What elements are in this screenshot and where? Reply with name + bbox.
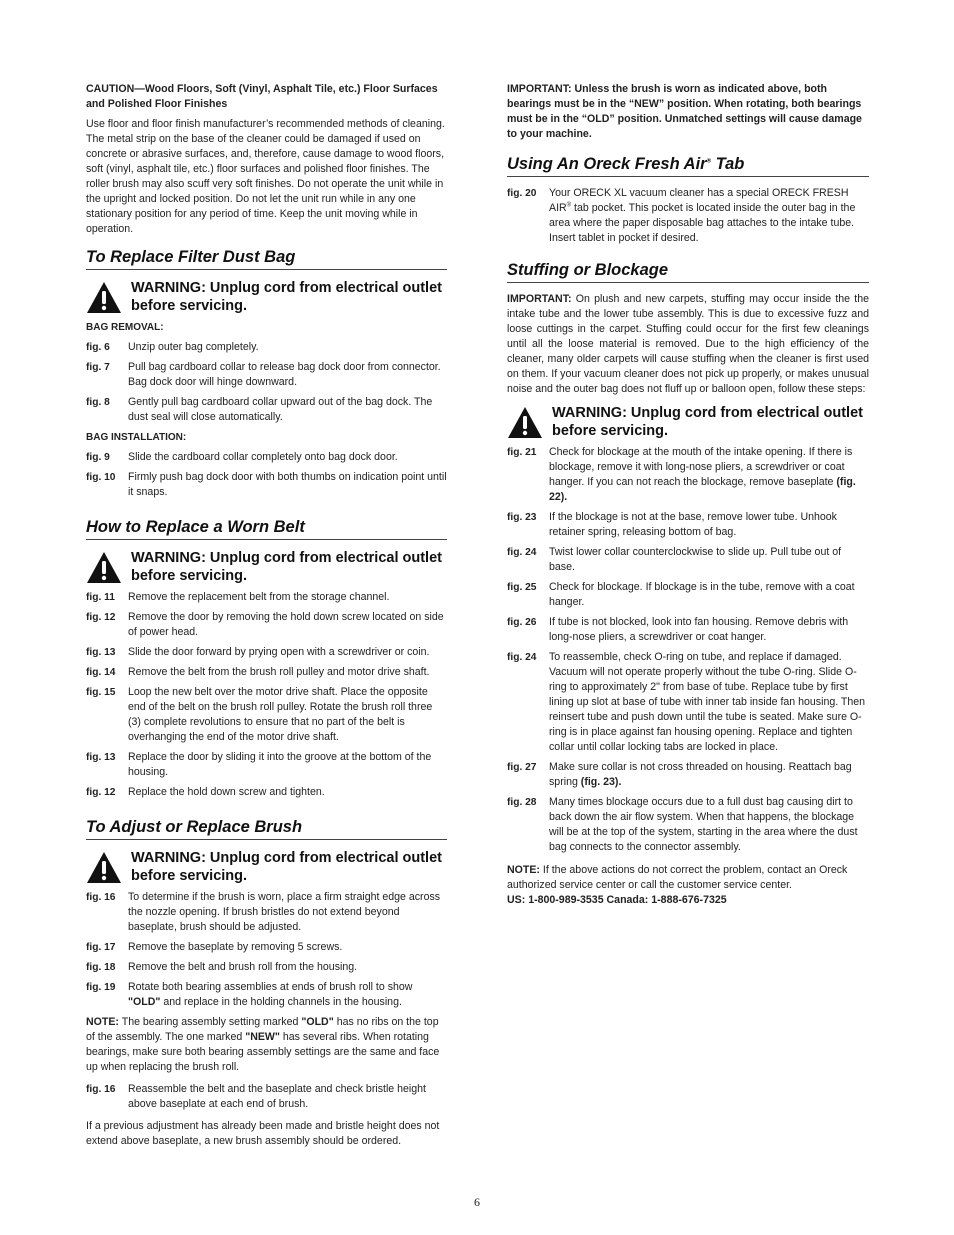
fig-label: fig. 6: [86, 342, 110, 353]
warning-text: WARNING: Unplug cord from electrical outlet before servicing.: [131, 280, 442, 314]
fig-label: fig. 23: [507, 512, 537, 523]
fig-text: Rotate both bearing assemblies at ends of brush roll to show "OLD" and replace in the holding channels in the housing.: [128, 981, 413, 1008]
fig-step: [86, 665, 447, 680]
fig-text: Many times blockage occurs due to a full dust bag causing dirt to back down the air flow system. When that happens, the blockage will be at the top of the system, starting in the area where the dust bag connects to the connector assembly.: [549, 796, 858, 853]
fig-label: fig. 11: [86, 592, 115, 603]
fig-label: fig. 17: [86, 942, 116, 953]
fig-step: [507, 580, 869, 610]
stuffing-important: IMPORTANT: On plush and new carpets, stuffing may occur inside the the intake tube and the lower tube assembly. This is due to excessive fuzz and loose cuttings in the carpet. Stuffing could occur for the first few cleanings until all the loose material is removed. Due to the high efficiency of the cleaner, many older carpets will cause stuffing when the cleaner is first used on them. If your vacuum cleaner does not pick up properly, or makes unusual noise and the outer bag does not fluff up or balloon open, follow these steps:: [507, 293, 869, 395]
fig-label: fig. 12: [86, 787, 116, 798]
fig-text: Remove the replacement belt from the storage channel.: [128, 591, 390, 603]
fig-step: [507, 795, 869, 855]
fig-text: Loop the new belt over the motor drive shaft. Place the opposite end of the belt on the brush roll pulley. Rotate the brush roll three (3) complete revolutions to ensure that no part of the belt is overhanging the end of the motor drive shaft.: [128, 686, 433, 743]
fig-text: Your ORECK XL vacuum cleaner has a special ORECK FRESH AIR® tab pocket. This pocket is located inside the outer bag in the area where the paper disposable bag attaches to the intake tube. Insert tablet in pocket if desired.: [549, 187, 856, 244]
fig-label: fig. 19: [86, 982, 116, 993]
fig-label: fig. 13: [86, 752, 116, 763]
fig-step: [86, 340, 447, 355]
fig-text: Remove the door by removing the hold down screw located on side of power head.: [128, 611, 444, 638]
fig-text: Gently pull bag cardboard collar upward out of the bag dock. The dust seal will close automatically.: [128, 396, 433, 423]
bag-installation-label: BAG INSTALLATION:: [86, 432, 187, 443]
caution-text: Use floor and floor finish manufacturer’s recommended methods of cleaning. The metal strip on the base of the cleaner could be damaged if used on concrete or abrasive surfaces, and, therefore, cause damage to wood floors, soft (vinyl, asphalt tile, etc.) floor surfaces and polished floor finishes. The roller brush may also scuff very soft finishes. Do not operate the unit while in the upright and locked position. Do not let the unit run while in any one stationary position for any period of time. Keep the unit moving while in operation.: [86, 118, 445, 235]
fig-text: Replace the door by sliding it into the groove at the bottom of the housing.: [128, 751, 432, 778]
warning-icon: [507, 406, 543, 439]
fig-label: fig. 13: [86, 647, 116, 658]
fig-step: [86, 395, 447, 425]
page-number: 6: [474, 1195, 480, 1209]
warning-text: WARNING: Unplug cord from electrical outlet before servicing.: [131, 850, 442, 884]
fig-label: fig. 9: [86, 452, 110, 463]
bag-removal-steps: [86, 340, 447, 425]
fig-text: Slide the door forward by prying open with a screwdriver or coin.: [128, 646, 430, 658]
section-heading-stuffing: Stuffing or Blockage: [507, 260, 869, 283]
fig-step: [86, 960, 447, 975]
fig-label: fig. 24: [507, 652, 537, 663]
section-heading-filter: To Replace Filter Dust Bag: [86, 247, 447, 270]
fig-step: [507, 760, 869, 790]
fig-step: [86, 1082, 447, 1112]
fig-step: [86, 360, 447, 390]
fig-label: fig. 26: [507, 617, 537, 628]
fig-label: fig. 24: [507, 547, 537, 558]
fig-step: [507, 445, 869, 505]
warning-box: [86, 279, 447, 315]
fig-label: fig. 27: [507, 762, 537, 773]
left-column: [86, 82, 447, 1156]
service-note: NOTE: If the above actions do not correct the problem, contact an Oreck authorized service center or call the customer service center.: [507, 864, 848, 891]
fig-text: Remove the baseplate by removing 5 screws.: [128, 941, 343, 953]
warning-icon: [86, 851, 122, 884]
fig-text: Unzip outer bag completely.: [128, 341, 259, 353]
warning-box: [86, 549, 447, 585]
fig-step: [86, 980, 447, 1010]
warning-icon: [86, 551, 122, 584]
fig-step: [86, 940, 447, 955]
fig-step: [507, 615, 869, 645]
fig-text: To determine if the brush is worn, place a firm straight edge across the nozzle opening. If brush bristles do not extend beyond baseplate, brush should be adjusted.: [128, 891, 441, 933]
fig-step: [507, 545, 869, 575]
fig-label: fig. 14: [86, 667, 116, 678]
fig-label: fig. 8: [86, 397, 110, 408]
fig-text: Twist lower collar counterclockwise to slide up. Pull tube out of base.: [549, 546, 842, 573]
fig-step: [86, 890, 447, 935]
bag-removal-label: BAG REMOVAL:: [86, 322, 164, 333]
fig-label: fig. 7: [86, 362, 110, 373]
brush-steps: [86, 890, 447, 975]
fig-step: [507, 186, 869, 246]
fig-text: Pull bag cardboard collar to release bag dock door from connector. Bag dock door will hinge downward.: [128, 361, 441, 388]
fig-label: fig. 12: [86, 612, 116, 623]
fig-label: fig. 16: [86, 1084, 116, 1095]
fig-step: [86, 645, 447, 660]
fig-text: Replace the hold down screw and tighten.: [128, 786, 325, 798]
stuffing-steps: [507, 510, 869, 755]
fig-label: fig. 10: [86, 472, 116, 483]
fig-label: fig. 18: [86, 962, 116, 973]
fig-text: Remove the belt and brush roll from the housing.: [128, 961, 358, 973]
fig-step: [507, 650, 869, 755]
fig-label: fig. 21: [507, 447, 537, 458]
caution-title: CAUTION—Wood Floors, Soft (Vinyl, Asphalt Tile, etc.) Floor Surfaces and Polished Floor Finishes: [86, 83, 438, 110]
fig-step: [507, 510, 869, 540]
fig-step: [86, 450, 447, 465]
fig-text: Reassemble the belt and the baseplate and check bristle height above baseplate at each end of brush.: [128, 1083, 426, 1110]
important-bearings: IMPORTANT: Unless the brush is worn as indicated above, both bearings must be in the “NEW” position. When rotating, both bearings must be in the “OLD” position. Unmatched settings will cause damage to your machine.: [507, 83, 862, 140]
warning-box: [507, 404, 869, 440]
section-heading-fresh-air: Using An Oreck Fresh Air® Tab: [507, 154, 869, 177]
fig-text: If tube is not blocked, look into fan housing. Remove debris with long-nose pliers, a screwdriver or coat hanger.: [549, 616, 849, 643]
fig-text: Check for blockage. If blockage is in the tube, remove with a coat hanger.: [549, 581, 855, 608]
phone-numbers: US: 1-800-989-3535 Canada: 1-888-676-7325: [507, 894, 727, 906]
bag-installation-steps: [86, 450, 447, 500]
brush-final-text: If a previous adjustment has already been made and bristle height does not extend above baseplate, a new brush assembly should be ordered.: [86, 1120, 440, 1147]
fig-text: If the blockage is not at the base, remove lower tube. Unhook retainer spring, releasing bottom of bag.: [549, 511, 837, 538]
fig-text: Slide the cardboard collar completely onto bag dock door.: [128, 451, 398, 463]
fig-label: fig. 16: [86, 892, 116, 903]
fig-step: [86, 685, 447, 745]
belt-steps: [86, 590, 447, 800]
section-heading-brush: To Adjust or Replace Brush: [86, 817, 447, 840]
fig-step: [86, 470, 447, 500]
warning-icon: [86, 281, 122, 314]
fig-label: fig. 28: [507, 797, 537, 808]
bearing-note: NOTE: The bearing assembly setting marked "OLD" has no ribs on the top of the assembly. The one marked "NEW" has several ribs. When rotating bearings, make sure both bearing assembly settings are the same and face up when replacing the brush roll.: [86, 1016, 440, 1073]
fig-text: Firmly push bag dock door with both thumbs on indication point until it snaps.: [128, 471, 447, 498]
fig-label: fig. 20: [507, 188, 537, 199]
warning-text: WARNING: Unplug cord from electrical outlet before servicing.: [552, 405, 863, 439]
fig-text: To reassemble, check O-ring on tube, and replace if damaged. Vacuum will not operate properly without the tube O-ring. Slide O-ring to approximately 2" from base of tube. Replace tube by first lining up slot at base of tube with inner tab inside fan housing. Then reinsert tube and push down until the tube is seated. Make sure O-ring is in place against fan housing opening. Replace and tighten collar until collar locking tabs are locked in place.: [549, 651, 866, 753]
fig-text: Make sure collar is not cross threaded on housing. Reattach bag spring (fig. 23).: [549, 761, 852, 788]
fig-text: Check for blockage at the mouth of the intake opening. If there is blockage, remove it with long-nose pliers, a screwdriver or coat hanger. If you can not reach the blockage, remove baseplate (fig. 22).: [549, 446, 856, 503]
fig-label: fig. 25: [507, 582, 537, 593]
warning-box: [86, 849, 447, 885]
fig-label: fig. 15: [86, 687, 116, 698]
fig-text: Remove the belt from the brush roll pulley and motor drive shaft.: [128, 666, 430, 678]
fig-step: [86, 610, 447, 640]
fig-step: [86, 750, 447, 780]
fig-step: [86, 590, 447, 605]
warning-text: WARNING: Unplug cord from electrical outlet before servicing.: [131, 550, 442, 584]
fig-step: [86, 785, 447, 800]
right-column: [507, 82, 869, 908]
section-heading-belt: How to Replace a Worn Belt: [86, 517, 447, 540]
